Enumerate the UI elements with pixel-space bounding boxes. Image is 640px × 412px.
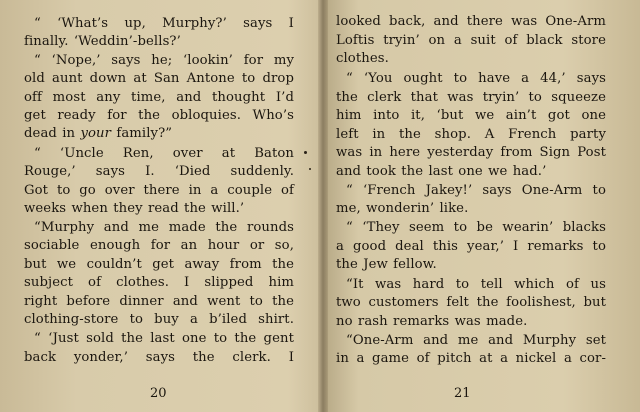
text-line: “It was hard to tell which of us	[346, 277, 606, 292]
left-page	[0, 0, 318, 412]
text-line: was in here yesterday from Sign Post	[336, 145, 606, 160]
text-line: “Murphy and me made the rounds	[34, 220, 294, 235]
page-number: 21	[454, 386, 471, 401]
text-line: right before dinner and went to the	[24, 294, 294, 309]
right-page	[328, 0, 640, 412]
text-line: the Jew fellow.	[336, 257, 437, 272]
book-gutter	[318, 0, 328, 412]
text-line	[24, 126, 294, 142]
text-line: “ ‘Nope,’ says he; ‘lookin’ for my	[34, 53, 294, 68]
page-number: 20	[150, 386, 167, 401]
text-line: “ ‘They seem to be wearin’ blacks	[346, 220, 606, 235]
text-line: old aunt down at San Antone to drop	[24, 71, 294, 86]
text-line: left in the shop. A French party	[336, 127, 606, 142]
text-line: Got to go over there in a couple of	[24, 183, 294, 198]
text-line: but we couldn’t get away from the	[24, 257, 294, 272]
text-line: two customers felt the foolishest, but	[336, 295, 606, 310]
text-line: finally. ‘Weddin’-bells?’	[24, 34, 181, 49]
text-line: subject of clothes. I slipped him	[24, 275, 294, 290]
text-line: looked back, and there was One-Arm	[336, 14, 606, 29]
text-line: Rouge,’ says I. ‘Died suddenly.	[24, 164, 294, 179]
text-line: and took the last one we had.’	[336, 164, 547, 179]
text-line: in a game of pitch at a nickel a cor-	[336, 351, 606, 366]
text-line: “ ‘French Jakey!’ says One-Arm to	[346, 183, 606, 198]
text-line: get ready for the obloquies. Who’s	[24, 108, 294, 123]
italic-word: your	[80, 126, 112, 141]
text-line: “ ‘What’s up, Murphy?’ says I	[34, 16, 294, 31]
text-line: weeks when they read the will.’	[24, 201, 245, 216]
text-line: “One-Arm and me and Murphy set	[346, 333, 606, 348]
text-line: “ ‘Uncle Ren, over at Baton	[34, 146, 294, 161]
text-line: a good deal this year,’ I remarks to	[336, 239, 606, 254]
text-line: “ ‘You ought to have a 44,’ says	[346, 71, 606, 86]
text-line: back yonder,’ says the clerk. I	[24, 350, 294, 365]
text-line: sociable enough for an hour or so,	[24, 238, 294, 253]
text-line: me, wonderin’ like.	[336, 201, 469, 216]
text-line: no rash remarks was made.	[336, 314, 528, 329]
text-line: “ ‘Just sold the last one to the gent	[34, 331, 294, 346]
text-line: off most any time, and thought I’d	[24, 90, 294, 105]
text-line: him into it, ‘but we ain’t got one	[336, 108, 606, 123]
text-fragment: dead in	[24, 126, 76, 141]
text-line: Loftis tryin’ on a suit of black store	[336, 33, 606, 48]
text-line: clothes.	[336, 51, 389, 66]
text-fragment: family?”	[116, 126, 173, 141]
text-line: clothing-store to buy a b’iled shirt.	[24, 312, 294, 327]
text-line: the clerk that was tryin’ to squeeze	[336, 90, 606, 105]
